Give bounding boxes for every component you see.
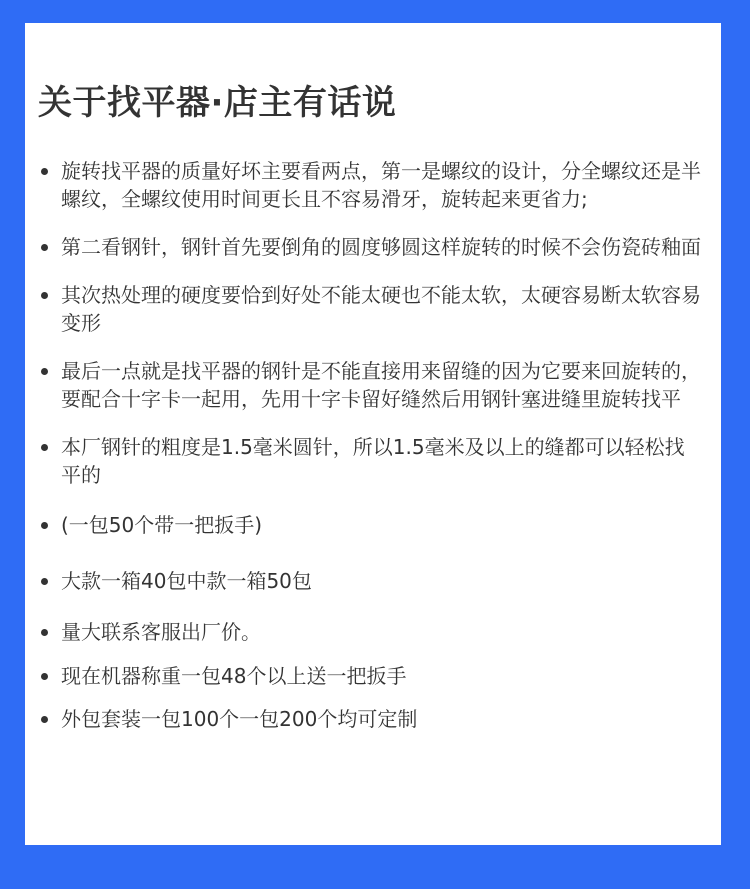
bullet-icon (41, 368, 48, 375)
bullet-icon (41, 716, 48, 723)
list-item-text: 本厂钢针的粗度是1.5毫米圆针，所以1.5毫米及以上的缝都可以轻松找平的 (61, 435, 685, 487)
page-title: 关于找平器·店主有话说 (38, 83, 397, 123)
list-item-text: 量大联系客服出厂价。 (61, 620, 261, 644)
bullet-icon (41, 578, 48, 585)
list-item (38, 662, 703, 690)
bullet-icon (41, 629, 48, 636)
bullet-icon (41, 168, 48, 175)
list-item (38, 511, 703, 539)
list-item-text: 旋转找平器的质量好坏主要看两点，第一是螺纹的设计，分全螺纹还是半螺纹，全螺纹使用时间更长且不容易滑牙，旋转起来更省力; (61, 159, 701, 211)
list-item (38, 233, 703, 261)
list-item-text: 现在机器称重一包48个以上送一把扳手 (61, 664, 407, 688)
notes-list (38, 157, 703, 733)
list-item (38, 433, 703, 489)
list-item (38, 618, 703, 646)
bullet-icon (41, 444, 48, 451)
bullet-icon (41, 522, 48, 529)
bullet-icon (41, 244, 48, 251)
list-item-text: 其次热处理的硬度要恰到好处不能太硬也不能太软，太硬容易断太软容易变形 (61, 283, 701, 335)
bullet-icon (41, 673, 48, 680)
list-item (38, 567, 703, 595)
list-item (38, 281, 703, 337)
list-item (38, 705, 703, 733)
list-item-text: (一包50个带一把扳手) (61, 513, 263, 537)
list-item-text: 最后一点就是找平器的钢针是不能直接用来留缝的因为它要来回旋转的，要配合十字卡一起用，先用十字卡留好缝然后用钢针塞进缝里旋转找平 (61, 359, 701, 411)
content-card (25, 23, 721, 845)
list-item-text: 第二看钢针，钢针首先要倒角的圆度够圆这样旋转的时候不会伤瓷砖釉面 (61, 235, 701, 259)
list-item-text: 外包套装一包100个一包200个均可定制 (61, 707, 418, 731)
list-item (38, 357, 703, 413)
list-item (38, 157, 703, 213)
list-item-text: 大款一箱40包中款一箱50包 (61, 569, 312, 593)
bullet-icon (41, 292, 48, 299)
